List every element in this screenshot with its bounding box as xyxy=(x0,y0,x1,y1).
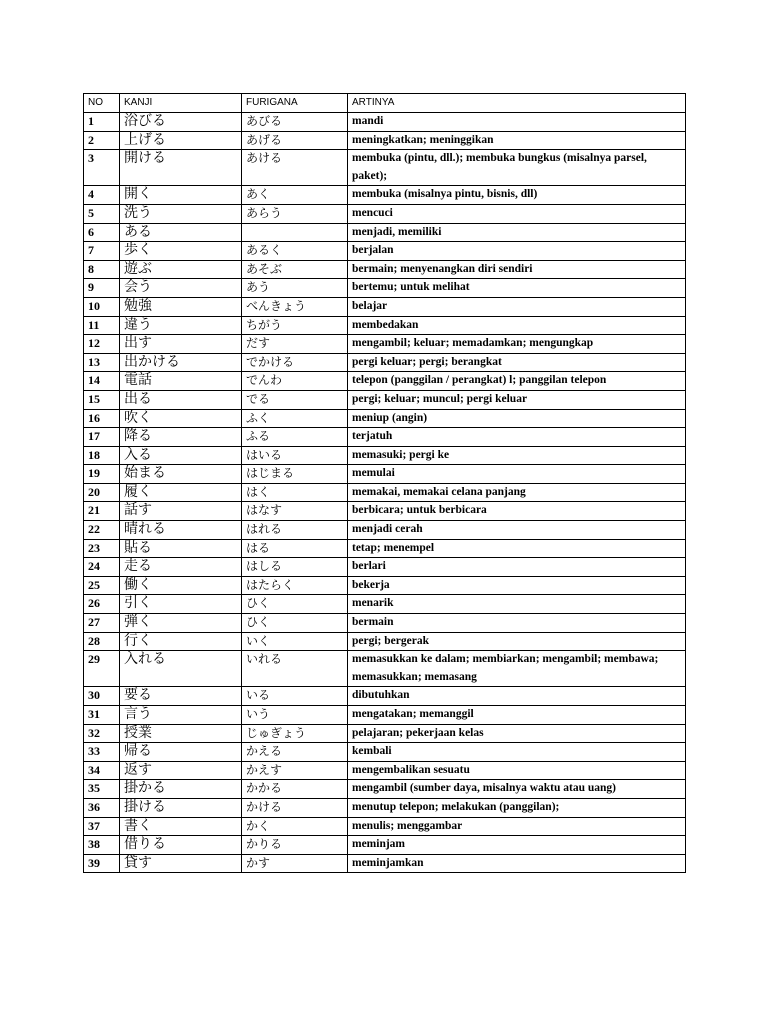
kanji-cell: 授業 xyxy=(120,724,242,743)
artinya-cell: membuka (pintu, dll.); membuka bungkus (misalnya parsel, paket); xyxy=(348,150,686,186)
kanji-cell: 出かける xyxy=(120,353,242,372)
no-cell: 34 xyxy=(84,761,120,780)
header-no: NO xyxy=(84,94,120,113)
no-cell: 20 xyxy=(84,483,120,502)
kanji-cell: 書く xyxy=(120,817,242,836)
kanji-cell: 始まる xyxy=(120,465,242,484)
kanji-cell: 引く xyxy=(120,595,242,614)
table-row xyxy=(84,836,686,855)
kanji-cell: 上げる xyxy=(120,131,242,150)
no-cell: 31 xyxy=(84,706,120,725)
artinya-cell: pergi keluar; pergi; berangkat xyxy=(348,353,686,372)
no-cell: 12 xyxy=(84,335,120,354)
table-row xyxy=(84,817,686,836)
no-cell: 39 xyxy=(84,854,120,873)
table-row xyxy=(84,706,686,725)
kanji-cell: 言う xyxy=(120,706,242,725)
table-row xyxy=(84,131,686,150)
artinya-cell: meningkatkan; meninggikan xyxy=(348,131,686,150)
artinya-cell: membedakan xyxy=(348,316,686,335)
table-row xyxy=(84,335,686,354)
no-cell: 19 xyxy=(84,465,120,484)
no-cell: 23 xyxy=(84,539,120,558)
furigana-cell: あらう xyxy=(242,204,348,223)
furigana-cell: はたらく xyxy=(242,576,348,595)
furigana-cell: かえす xyxy=(242,761,348,780)
no-cell: 35 xyxy=(84,780,120,799)
kanji-cell: 出す xyxy=(120,335,242,354)
no-cell: 36 xyxy=(84,798,120,817)
kanji-cell: 入れる xyxy=(120,651,242,687)
no-cell: 11 xyxy=(84,316,120,335)
artinya-cell: membuka (misalnya pintu, bisnis, dll) xyxy=(348,186,686,205)
artinya-cell: memasukkan ke dalam; membiarkan; mengambil; membawa; memasukkan; memasang xyxy=(348,651,686,687)
table-row xyxy=(84,428,686,447)
artinya-cell: mandi xyxy=(348,113,686,132)
artinya-cell: mengambil (sumber daya, misalnya waktu atau uang) xyxy=(348,780,686,799)
no-cell: 28 xyxy=(84,632,120,651)
kanji-cell: 履く xyxy=(120,483,242,502)
table-row xyxy=(84,204,686,223)
table-row xyxy=(84,260,686,279)
artinya-cell: memasuki; pergi ke xyxy=(348,446,686,465)
artinya-cell: mengambil; keluar; memadamkan; mengungkap xyxy=(348,335,686,354)
kanji-cell: ある xyxy=(120,223,242,242)
table-row xyxy=(84,372,686,391)
kanji-cell: 入る xyxy=(120,446,242,465)
artinya-cell: dibutuhkan xyxy=(348,687,686,706)
table-row xyxy=(84,632,686,651)
furigana-cell: じゅぎょう xyxy=(242,724,348,743)
table-row xyxy=(84,409,686,428)
header-row xyxy=(84,94,686,113)
table-row xyxy=(84,242,686,261)
artinya-cell: menarik xyxy=(348,595,686,614)
kanji-cell: 開く xyxy=(120,186,242,205)
kanji-cell: 会う xyxy=(120,279,242,298)
table-row xyxy=(84,390,686,409)
table-row xyxy=(84,316,686,335)
table-row xyxy=(84,595,686,614)
kanji-cell: 借りる xyxy=(120,836,242,855)
table-row xyxy=(84,576,686,595)
table-row xyxy=(84,446,686,465)
kanji-cell: 走る xyxy=(120,558,242,577)
no-cell: 9 xyxy=(84,279,120,298)
kanji-cell: 要る xyxy=(120,687,242,706)
artinya-cell: meminjamkan xyxy=(348,854,686,873)
furigana-cell: はいる xyxy=(242,446,348,465)
no-cell: 21 xyxy=(84,502,120,521)
table-row xyxy=(84,465,686,484)
no-cell: 8 xyxy=(84,260,120,279)
no-cell: 22 xyxy=(84,521,120,540)
artinya-cell: menulis; menggambar xyxy=(348,817,686,836)
artinya-cell: berlari xyxy=(348,558,686,577)
furigana-cell xyxy=(242,223,348,242)
kanji-cell: 降る xyxy=(120,428,242,447)
table-row xyxy=(84,854,686,873)
table-row xyxy=(84,186,686,205)
furigana-cell: はじまる xyxy=(242,465,348,484)
kanji-cell: 帰る xyxy=(120,743,242,762)
no-cell: 30 xyxy=(84,687,120,706)
furigana-cell: はく xyxy=(242,483,348,502)
kanji-cell: 晴れる xyxy=(120,521,242,540)
artinya-cell: kembali xyxy=(348,743,686,762)
artinya-cell: mengatakan; memanggil xyxy=(348,706,686,725)
header-furigana: FURIGANA xyxy=(242,94,348,113)
furigana-cell: あう xyxy=(242,279,348,298)
table-row xyxy=(84,502,686,521)
kanji-cell: 返す xyxy=(120,761,242,780)
artinya-cell: menjadi, memiliki xyxy=(348,223,686,242)
artinya-cell: berbicara; untuk berbicara xyxy=(348,502,686,521)
furigana-cell: かりる xyxy=(242,836,348,855)
no-cell: 1 xyxy=(84,113,120,132)
vocabulary-table xyxy=(83,93,686,873)
no-cell: 4 xyxy=(84,186,120,205)
kanji-cell: 洗う xyxy=(120,204,242,223)
artinya-cell: telepon (panggilan / perangkat) l; panggilan telepon xyxy=(348,372,686,391)
kanji-cell: 遊ぶ xyxy=(120,260,242,279)
table-row xyxy=(84,780,686,799)
furigana-cell: あける xyxy=(242,150,348,186)
artinya-cell: berjalan xyxy=(348,242,686,261)
table-row xyxy=(84,798,686,817)
artinya-cell: bekerja xyxy=(348,576,686,595)
kanji-cell: 歩く xyxy=(120,242,242,261)
kanji-cell: 出る xyxy=(120,390,242,409)
furigana-cell: はる xyxy=(242,539,348,558)
no-cell: 24 xyxy=(84,558,120,577)
furigana-cell: あげる xyxy=(242,131,348,150)
table-row xyxy=(84,297,686,316)
furigana-cell: ちがう xyxy=(242,316,348,335)
artinya-cell: memulai xyxy=(348,465,686,484)
furigana-cell: べんきょう xyxy=(242,297,348,316)
artinya-cell: pelajaran; pekerjaan kelas xyxy=(348,724,686,743)
artinya-cell: tetap; menempel xyxy=(348,539,686,558)
artinya-cell: pergi; bergerak xyxy=(348,632,686,651)
furigana-cell: かかる xyxy=(242,780,348,799)
no-cell: 38 xyxy=(84,836,120,855)
table-row xyxy=(84,761,686,780)
kanji-cell: 貸す xyxy=(120,854,242,873)
no-cell: 6 xyxy=(84,223,120,242)
artinya-cell: pergi; keluar; muncul; pergi keluar xyxy=(348,390,686,409)
table-row xyxy=(84,558,686,577)
no-cell: 10 xyxy=(84,297,120,316)
no-cell: 16 xyxy=(84,409,120,428)
kanji-cell: 弾く xyxy=(120,614,242,633)
furigana-cell: でかける xyxy=(242,353,348,372)
artinya-cell: meniup (angin) xyxy=(348,409,686,428)
table-row xyxy=(84,483,686,502)
furigana-cell: いる xyxy=(242,687,348,706)
artinya-cell: belajar xyxy=(348,297,686,316)
no-cell: 5 xyxy=(84,204,120,223)
table-row xyxy=(84,223,686,242)
furigana-cell: はしる xyxy=(242,558,348,577)
no-cell: 32 xyxy=(84,724,120,743)
kanji-cell: 話す xyxy=(120,502,242,521)
furigana-cell: いう xyxy=(242,706,348,725)
table-row xyxy=(84,539,686,558)
furigana-cell: はなす xyxy=(242,502,348,521)
artinya-cell: mengembalikan sesuatu xyxy=(348,761,686,780)
no-cell: 7 xyxy=(84,242,120,261)
no-cell: 15 xyxy=(84,390,120,409)
furigana-cell: いれる xyxy=(242,651,348,687)
table-row xyxy=(84,521,686,540)
no-cell: 29 xyxy=(84,651,120,687)
artinya-cell: menutup telepon; melakukan (panggilan); xyxy=(348,798,686,817)
furigana-cell: かける xyxy=(242,798,348,817)
kanji-cell: 勉強 xyxy=(120,297,242,316)
furigana-cell: ひく xyxy=(242,595,348,614)
kanji-cell: 違う xyxy=(120,316,242,335)
table-row xyxy=(84,113,686,132)
table-body xyxy=(84,113,686,873)
furigana-cell: でる xyxy=(242,390,348,409)
artinya-cell: bertemu; untuk melihat xyxy=(348,279,686,298)
no-cell: 26 xyxy=(84,595,120,614)
furigana-cell: かえる xyxy=(242,743,348,762)
kanji-cell: 吹く xyxy=(120,409,242,428)
table-row xyxy=(84,743,686,762)
artinya-cell: meminjam xyxy=(348,836,686,855)
furigana-cell: ひく xyxy=(242,614,348,633)
header-kanji: KANJI xyxy=(120,94,242,113)
no-cell: 25 xyxy=(84,576,120,595)
furigana-cell: いく xyxy=(242,632,348,651)
table-row xyxy=(84,150,686,186)
no-cell: 27 xyxy=(84,614,120,633)
kanji-cell: 掛ける xyxy=(120,798,242,817)
artinya-cell: bermain xyxy=(348,614,686,633)
kanji-cell: 浴びる xyxy=(120,113,242,132)
artinya-cell: memakai, memakai celana panjang xyxy=(348,483,686,502)
table-row xyxy=(84,353,686,372)
furigana-cell: ふる xyxy=(242,428,348,447)
no-cell: 18 xyxy=(84,446,120,465)
no-cell: 14 xyxy=(84,372,120,391)
no-cell: 3 xyxy=(84,150,120,186)
kanji-cell: 掛かる xyxy=(120,780,242,799)
artinya-cell: bermain; menyenangkan diri sendiri xyxy=(348,260,686,279)
artinya-cell: menjadi cerah xyxy=(348,521,686,540)
kanji-cell: 電話 xyxy=(120,372,242,391)
table-row xyxy=(84,614,686,633)
furigana-cell: あそぶ xyxy=(242,260,348,279)
no-cell: 37 xyxy=(84,817,120,836)
no-cell: 13 xyxy=(84,353,120,372)
furigana-cell: かく xyxy=(242,817,348,836)
table-header xyxy=(84,94,686,113)
table-row xyxy=(84,724,686,743)
furigana-cell: かす xyxy=(242,854,348,873)
furigana-cell: あく xyxy=(242,186,348,205)
kanji-cell: 貼る xyxy=(120,539,242,558)
no-cell: 2 xyxy=(84,131,120,150)
furigana-cell: はれる xyxy=(242,521,348,540)
kanji-cell: 開ける xyxy=(120,150,242,186)
kanji-cell: 働く xyxy=(120,576,242,595)
table-row xyxy=(84,651,686,687)
artinya-cell: mencuci xyxy=(348,204,686,223)
kanji-cell: 行く xyxy=(120,632,242,651)
furigana-cell: ふく xyxy=(242,409,348,428)
furigana-cell: だす xyxy=(242,335,348,354)
table-row xyxy=(84,279,686,298)
header-artinya: ARTINYA xyxy=(348,94,686,113)
furigana-cell: あびる xyxy=(242,113,348,132)
no-cell: 33 xyxy=(84,743,120,762)
furigana-cell: あるく xyxy=(242,242,348,261)
furigana-cell: でんわ xyxy=(242,372,348,391)
table-row xyxy=(84,687,686,706)
artinya-cell: terjatuh xyxy=(348,428,686,447)
no-cell: 17 xyxy=(84,428,120,447)
